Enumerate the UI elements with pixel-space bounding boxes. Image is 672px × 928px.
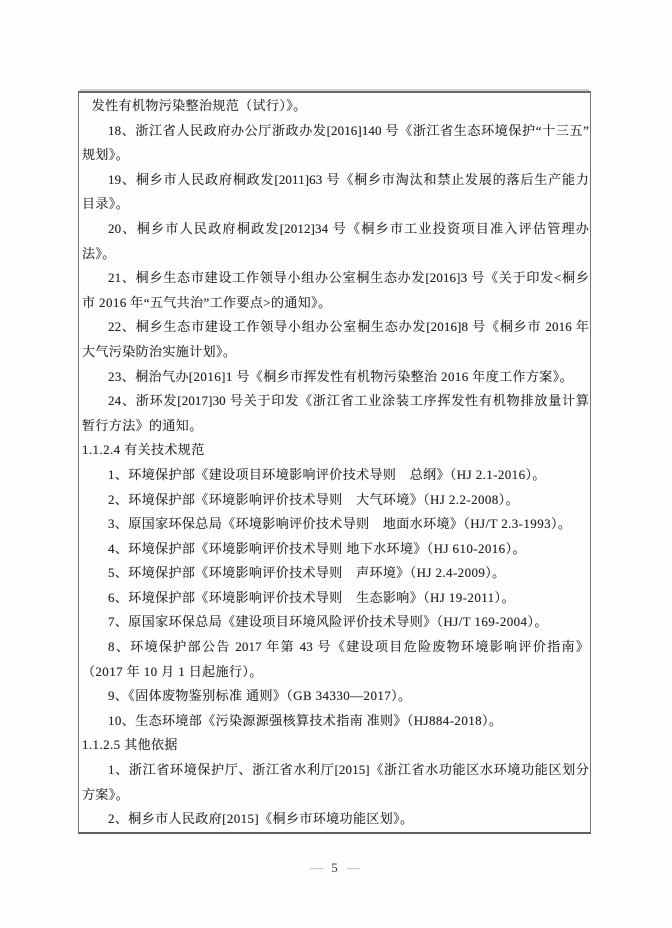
text-line: 2、桐乡市人民政府[2015]《桐乡市环境功能区划》。 [108,811,414,827]
page-footer [78,860,591,876]
text-line: 4、环境保护部《环境影响评价技术导则 地下水环境》（HJ 610-2016）。 [108,540,526,556]
text-line: 规划》。 [82,147,130,163]
text-line: 18、浙江省人民政府办公厅浙政办发[2016]140 号《浙江省生态环境保护“十三五” [108,122,589,138]
text-line: 1.1.2.4 有关技术规范 [82,442,205,458]
text-line: 暂行方法》的通知。 [82,417,203,433]
text-line: 1、浙江省环境保护厅、浙江省水利厅[2015]《浙江省水功能区水环境功能区划分 [108,762,589,778]
text-line: 8、环境保护部公告 2017 年第 43 号《建设项目危险废物环境影响评价指南》 [108,639,589,655]
text-line: 方案》。 [82,786,130,802]
footer-dash-right: — [346,860,359,875]
document-lines [82,94,589,832]
text-line: 7、原国家环保总局《建设项目环境风险评价技术导则》（HJ/T 169-2004）。 [108,614,548,630]
text-line: 1、环境保护部《建设项目环境影响评价技术导则 总纲》（HJ 2.1-2016）。 [108,466,546,482]
text-line: 21、桐乡生态市建设工作领导小组办公室桐生态办发[2016]3 号《关于印发<桐乡 [108,270,589,286]
text-line: 9、《固体废物鉴别标准 通则》（GB 34330—2017）。 [108,688,412,704]
text-line: 发性有机物污染整治规范（试行）》。 [91,98,307,113]
text-line: 3、原国家环保总局《环境影响评价技术导则 地面水环境》（HJ/T 2.3-1993）。 [108,516,572,532]
text-line: 市 2016 年“五气共治”工作要点>的通知》。 [82,294,332,310]
text-line: 24、浙环发[2017]30 号关于印发《浙江省工业涂装工序挥发性有机物排放量计算 [108,393,589,409]
text-line: 10、生态环境部《污染源源强核算技术指南 准则》（HJ884-2018）。 [108,712,503,728]
text-line: 法》。 [82,245,116,261]
document-frame [78,91,591,834]
text-line: 大气污染防治实施计划》。 [82,343,237,359]
text-line: 2、环境保护部《环境影响评价技术导则 大气环境》（HJ 2.2-2008）。 [108,491,519,507]
text-line: 5、环境保护部《环境影响评价技术导则 声环境》（HJ 2.4-2009）。 [108,565,506,581]
text-line: 23、桐治气办[2016]1 号《桐乡市挥发性有机物污染整治 2016 年度工作方案》。 [108,368,574,384]
footer-dash-left: — [310,860,323,875]
text-line: 6、环境保护部《环境影响评价技术导则 生态影响》（HJ 19-2011）。 [108,589,515,605]
text-line: 20、桐乡市人民政府桐政发[2012]34 号《桐乡市工业投资项目准入评估管理办 [108,220,589,236]
text-line: 目录》。 [82,196,130,212]
text-line: 1.1.2.5 其他依据 [82,737,178,753]
page-number: 5 [331,860,338,875]
text-line: 19、桐乡市人民政府桐政发[2011]63 号《桐乡市淘汰和禁止发展的落后生产能力 [108,171,589,187]
text-line: 22、桐乡生态市建设工作领导小组办公室桐生态办发[2016]8 号《桐乡市 2016 年 [108,319,589,335]
text-line: （2017 年 10 月 1 日起施行）。 [82,663,263,679]
